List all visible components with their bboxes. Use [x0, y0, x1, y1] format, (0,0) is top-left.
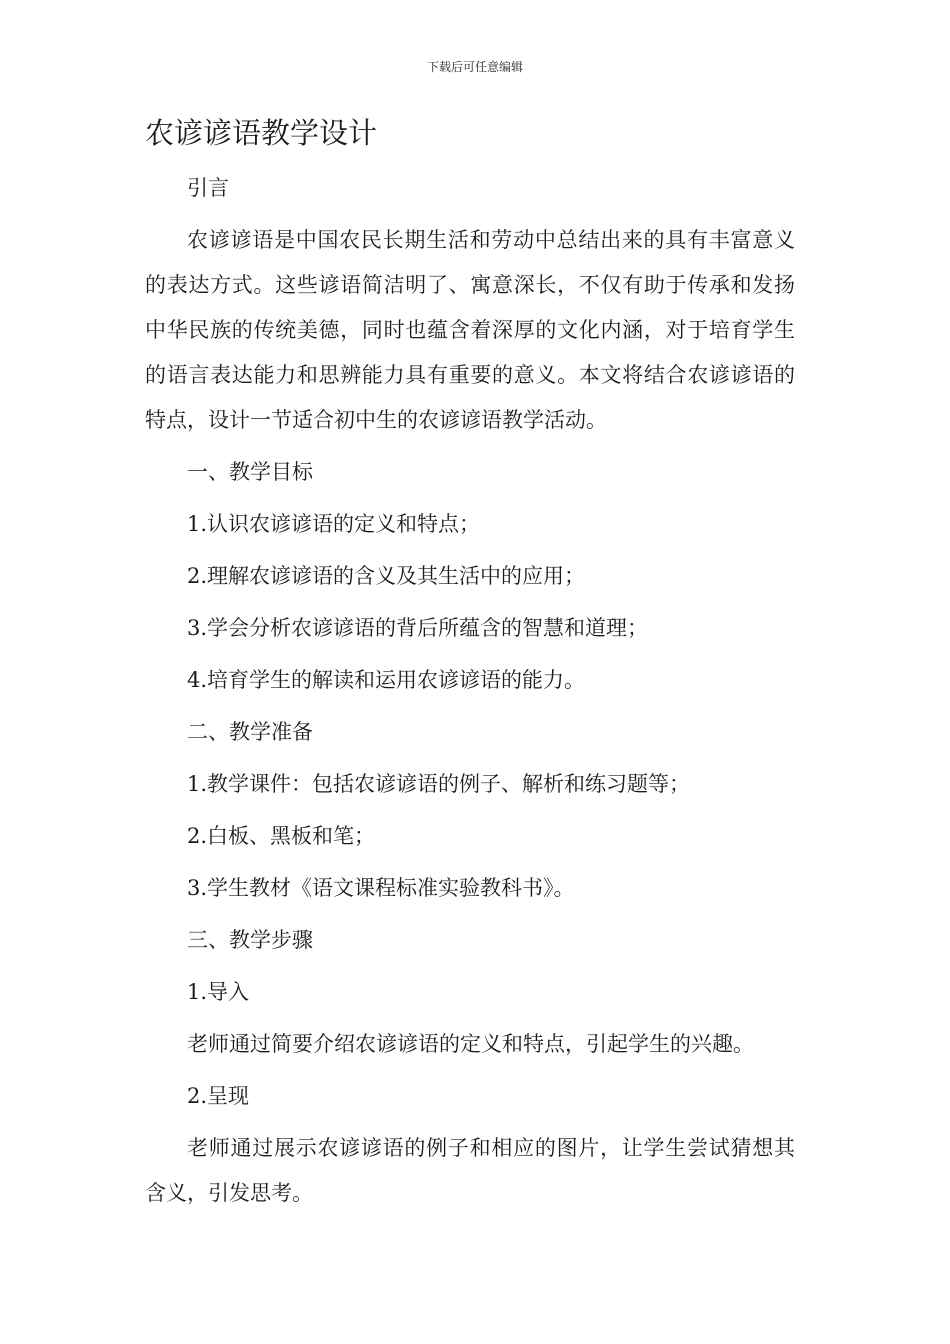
document-title: 农谚谚语教学设计	[145, 116, 378, 150]
intro-paragraph: 农谚谚语是中国农民长期生活和劳动中总结出来的具有丰富意义的表达方式。这些谚语简洁明了、寓意深长，不仅有助于传承和发扬中华民族的传统美德，同时也蕴含着深厚的文化内涵，对于培育学生的语言表达能力和思辨能力具有重要的意义。本文将结合农谚谚语的特点，设计一节适合初中生的农谚谚语教学活动。	[145, 228, 795, 432]
step-heading-1: 1.导入	[187, 980, 250, 1004]
prep-item-2: 2.白板、黑板和笔；	[187, 824, 376, 848]
section-heading-goals: 一、教学目标	[187, 460, 313, 484]
section-heading-preparation: 二、教学准备	[187, 720, 313, 744]
section-heading-steps: 三、教学步骤	[187, 928, 313, 952]
prep-item-1: 1.教学课件：包括农谚谚语的例子、解析和练习题等；	[187, 772, 691, 796]
document-body	[145, 166, 795, 1223]
prep-item-3: 3.学生教材《语文课程标准实验教科书》。	[187, 876, 575, 900]
section-heading-intro: 引言	[187, 176, 229, 200]
goal-item-2: 2.理解农谚谚语的含义及其生活中的应用；	[187, 564, 586, 588]
goal-item-1: 1.认识农谚谚语的定义和特点；	[187, 512, 481, 536]
step-text-2: 老师通过展示农谚谚语的例子和相应的图片，让学生尝试猜想其含义，引发思考。	[145, 1136, 795, 1205]
goal-item-3: 3.学会分析农谚谚语的背后所蕴含的智慧和道理；	[187, 616, 649, 640]
page-header-note: 下载后可任意编辑	[426, 60, 523, 74]
goal-item-4: 4.培育学生的解读和运用农谚谚语的能力。	[187, 668, 586, 692]
step-heading-2: 2.呈现	[187, 1084, 250, 1108]
step-text-1: 老师通过简要介绍农谚谚语的定义和特点，引起学生的兴趣。	[187, 1032, 754, 1056]
